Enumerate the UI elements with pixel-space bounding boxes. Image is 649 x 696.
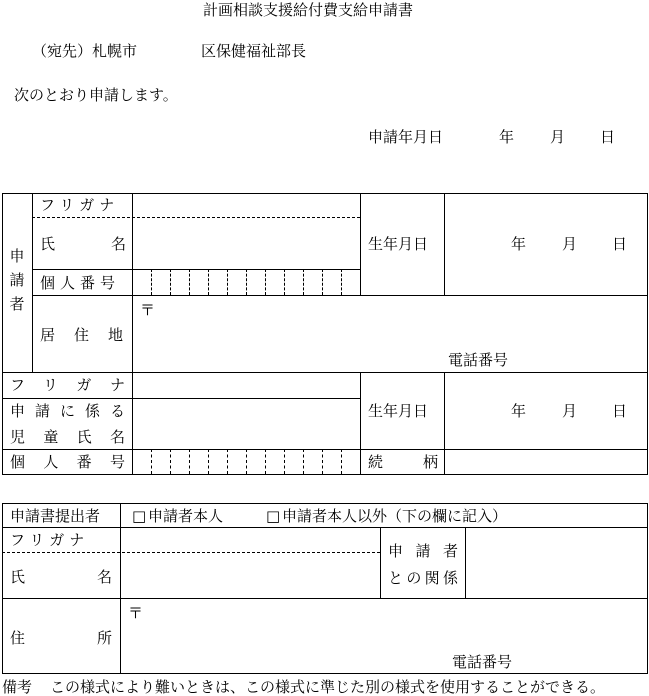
document-title: 計画相談支援給付費支給申請書 [203,1,414,19]
child-furigana-label: フリガナ [10,376,125,394]
applicant-birth-year-unit: 年 [511,235,527,253]
application-date-day-unit: 日 [600,128,616,146]
applicant-furigana-label: フリガナ [40,196,120,214]
note-text: この様式により難いときは、この様式に準じた別の様式を使用することができる。 [50,678,606,696]
submitter-postal-mark: 〒 [128,604,144,622]
applicant-postal-mark: 〒 [140,301,156,319]
applicant-birth-day-unit: 日 [612,235,628,253]
addressee-office: 区保健福祉部長 [201,42,307,60]
submitter-address-label: 住所 [10,629,112,647]
application-date-label: 申請年月日 [368,128,444,146]
submitter-option-self-checkbox[interactable]: □ [132,507,147,525]
applicant-group-char: 請 [9,271,25,289]
child-birth-label: 生年月日 [368,402,429,420]
child-birth-day-unit: 日 [612,402,628,420]
child-name-label-line2: 児童氏名 [10,428,125,446]
submitter-label: 申請書提出者 [10,507,101,525]
submitter-option-other-checkbox[interactable]: □ [266,507,281,525]
child-name-label-line1: 申請に係る [10,402,125,420]
applicant-birth-label: 生年月日 [368,235,429,253]
submitter-relation-line2: との関係 [388,569,458,587]
submitter-option-self-label: 申請者本人 [148,507,224,525]
child-mynumber-label: 個人番号 [10,453,125,471]
addressee-prefix: （宛先）札幌市 [32,42,138,60]
applicant-birth-month-unit: 月 [562,235,578,253]
applicant-group-char: 者 [9,295,25,313]
applicant-address-label: 居住地 [40,326,143,344]
applicant-group-char: 申 [9,247,25,265]
child-birth-year-unit: 年 [511,402,527,420]
submitter-name-label: 氏名 [10,568,112,586]
submitter-furigana-label: フリガナ [10,531,90,549]
child-relation-label: 続柄 [368,453,438,471]
applicant-name-label: 氏名 [40,235,126,253]
child-birth-month-unit: 月 [562,402,578,420]
applicant-phone-label: 電話番号 [448,351,509,369]
application-date-month-unit: 月 [550,128,566,146]
note-label: 備考 [2,678,33,696]
submitter-phone-label: 電話番号 [452,653,513,671]
submitter-option-other-label: 申請者本人以外（下の欄に記入） [282,507,508,525]
intro-text: 次のとおり申請します。 [14,86,178,104]
applicant-group-label [9,249,25,321]
submitter-relation-line1: 申請者 [388,542,458,560]
application-date-year-unit: 年 [499,128,515,146]
applicant-mynumber-label: 個人番号 [40,274,121,292]
